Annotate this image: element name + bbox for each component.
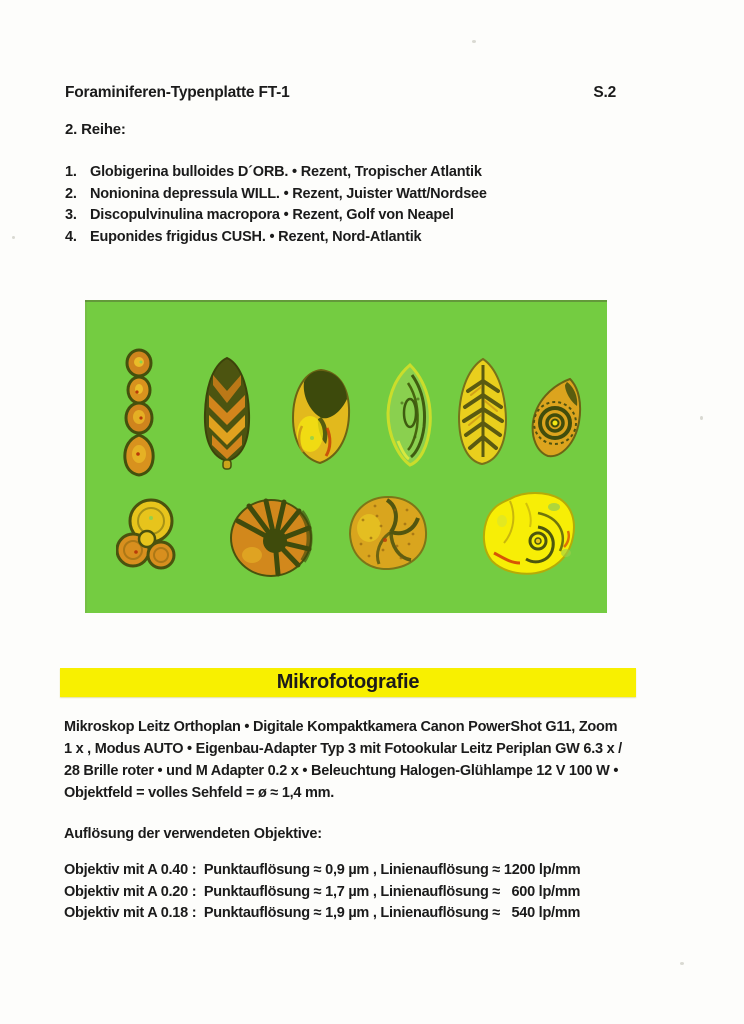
microphotography-paragraph [64, 716, 622, 804]
species-number: 4. [65, 228, 77, 245]
species-number: 2. [65, 185, 77, 202]
species-text: Discopulvinulina macropora • Rezent, Golf von Neapel [90, 207, 454, 223]
objective-line: Objektiv mit A 0.40 : Punktauflösung ≈ 0,9 µm , Linienauflösung ≈ 1200 lp/mm [64, 862, 581, 878]
species-item [65, 162, 487, 184]
scan-speckle [680, 962, 684, 965]
species-list [65, 162, 487, 248]
species-number: 3. [65, 207, 77, 223]
species-number: 1. [65, 164, 77, 180]
objectives-list [64, 860, 580, 925]
species-text: Globigerina bulloides D´ORB. • Rezent, Tropischer Atlantik [90, 164, 482, 180]
species-item [65, 227, 487, 249]
specimen-chevron-biserial-image [200, 355, 254, 471]
specimen-dark-capped-shell-image [290, 368, 352, 466]
species-text: Nonionina depressula WILL. • Rezent, Juister Watt/Nordsee [90, 185, 487, 202]
specimen-yellow-spiral-image [480, 491, 578, 577]
scan-speckle [12, 236, 15, 239]
specimen-plate-photo [85, 300, 607, 613]
specimen-globular-cluster-image [116, 498, 180, 576]
section-title: Mikrofotografie [276, 671, 420, 693]
specimen-chained-chambers-image [122, 348, 156, 478]
specimen-nautilus-image [228, 497, 314, 579]
page-header [65, 84, 616, 102]
section-banner [60, 668, 636, 697]
scan-speckle [700, 416, 703, 420]
objective-line: Objektiv mit A 0.18 : Punktauflösung ≈ 1,9 µm , Linienauflösung ≈ 540 lp/mm [64, 905, 581, 921]
paragraph-line: 28 Brille roter • und M Adapter 0.2 x • Beleuchtung Halogen-Glühlampe 12 V 100 W • [64, 763, 619, 779]
resolution-heading: Auflösung der verwendeten Objektive: [64, 826, 322, 842]
specimen-spiral-teardrop-image [529, 376, 583, 462]
specimen-speckled-trochoid-image [347, 494, 429, 572]
objective-line: Objektiv mit A 0.20 : Punktauflösung ≈ 1,7 µm , Linienauflösung ≈ 600 lp/mm [64, 883, 581, 900]
paragraph-line: Mikroskop Leitz Orthoplan • Digitale Kompaktkamera Canon PowerShot G11, Zoom [64, 719, 618, 735]
scan-speckle [472, 40, 476, 43]
species-text: Euponides frigidus CUSH. • Rezent, Nord-Atlantik [90, 228, 422, 245]
species-item [65, 184, 487, 206]
specimen-green-lenticular-image [382, 363, 436, 467]
row-label: 2. Reihe: [65, 121, 126, 138]
page-title: Foraminiferen-Typenplatte FT-1 [65, 84, 290, 101]
paragraph-line: Objektfeld = volles Sehfeld = ø ≈ 1,4 mm. [64, 785, 335, 801]
specimen-herringbone-image [455, 357, 510, 467]
species-item [65, 205, 487, 227]
page-number: S.2 [593, 84, 616, 101]
paragraph-line: 1 x , Modus AUTO • Eigenbau-Adapter Typ 3 mit Fotookular Leitz Periplan GW 6.3 x / [64, 741, 622, 757]
